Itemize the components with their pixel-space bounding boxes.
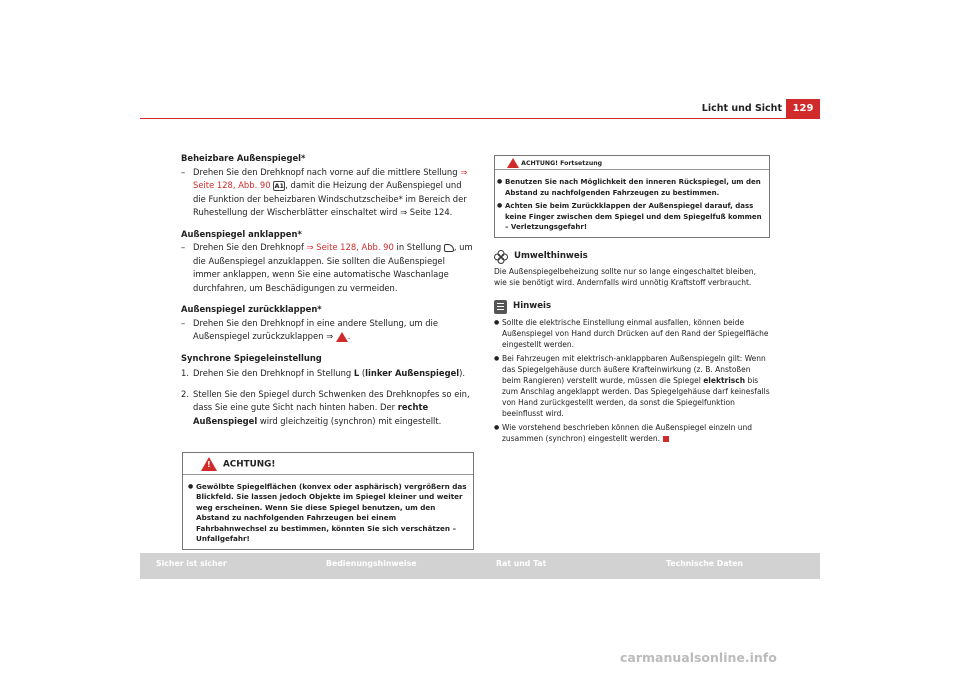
step-2: 2. Stellen Sie den Spiegel durch Schwenken des Drehknopfes so ein, dass Sie eine gute Sicht nach hinten haben. Der rechte Außenspiegel wird gleichzeitig (synchron) mit eingestellt. (181, 388, 470, 426)
heading-synchronous-adjustment: Synchrone Spiegeleinstellung (181, 352, 322, 363)
instruction-fold-mirrors: – Drehen Sie den Drehknopf ⇒ Seite 128, Abb. 90 in Stellung , um die Außenspiegel anzuklappen. Sie sollten die Außenspiegel immer anklappen, wenn Sie eine automatische Waschanlage durchfahren, um Beschädigungen zu vermeiden. (181, 242, 473, 293)
footer-nav (140, 553, 820, 579)
arrow-link[interactable]: ⇒ Seite 128, Abb. 90 (193, 166, 468, 190)
warning-icon (336, 332, 348, 342)
right-column (494, 155, 770, 444)
warning-box (182, 452, 474, 550)
footer-tab-technical-data[interactable]: Technische Daten (666, 559, 744, 568)
end-of-section-marker (663, 436, 669, 442)
heading-fold-mirrors: Außenspiegel anklappen* (181, 228, 302, 239)
callout-a1-icon: A1 (274, 181, 284, 190)
warning-triangle-icon (201, 457, 217, 471)
heading-unfold-mirrors: Außenspiegel zurückklappen* (181, 304, 322, 314)
heading-heated-mirrors: Beheizbare Außenspiegel* (181, 153, 306, 163)
arrow-link[interactable]: ⇒ Seite 128, Abb. 90 (306, 242, 394, 252)
warning-continued-box (494, 155, 770, 238)
page-header-title: Licht und Sicht (701, 103, 782, 114)
folded-mirror-icon (444, 244, 454, 252)
warning-continued-header: ACHTUNG! Fortsetzung (495, 156, 769, 170)
warning-continued-body: ● Benutzen Sie nach Möglichkeit den inneren Rückspiegel, um den Abstand zu nachfolgenden Fahrzeugen zu bestimmen. ● Achten Sie beim Zurückklappen der Außenspiegel darauf, dass keine Finger zwischen dem Spiegel und dem Spiegelfuß kommen – Verletzungsgefahr! (495, 170, 769, 237)
note-heading: Hinweis (494, 300, 770, 314)
left-column (181, 152, 473, 428)
instruction-unfold-mirrors: – Drehen Sie den Drehknopf in eine andere Stellung, um die Außenspiegel zurückzuklappen ⇒ . (181, 317, 439, 341)
footer-tab-safety[interactable]: Sicher ist sicher (156, 559, 227, 568)
environment-flower-icon (494, 250, 508, 264)
warning-icon (507, 158, 519, 168)
watermark: carmanualsonline.info (620, 650, 777, 665)
environment-note-body: Die Außenspiegelbeheizung sollte nur so lange eingeschaltet bleiben, wie sie benötigt wird. Andernfalls wird unnötig Kraftstoff verbraucht. (494, 266, 756, 287)
step-1: 1. Drehen Sie den Drehknopf in Stellung L (linker Außenspiegel). (181, 368, 466, 378)
note-body: ● Sollte die elektrische Einstellung einmal ausfallen, können beide Außenspiegel von Hand durch Drücken auf den Rand der Spiegelfläche eingestellt werden. ● Bei Fahrzeugen mit elektrisch-anklappbaren Außenspiegeln gilt: Wenn das Spiegelgehäuse durch äußere Krafteinwirkung (z. B. Anstoßen beim Rangieren) verstellt wurde, müssen die Spiegel elektrisch bis zum Anschlag angeklappt werden. Das Spiegelgehäuse darf keinesfalls von Hand zurückgestellt werden, da sonst die Spiegelfunktion beeinflusst wird. ● Wie vorstehend beschrieben können die Außenspiegel einzeln und zusammen (synchron) eingestellt werden. (494, 317, 770, 444)
warning-header: !ACHTUNG! (183, 453, 473, 475)
instruction-heated-mirrors: – Drehen Sie den Drehknopf nach vorne auf die mittlere Stellung ⇒ Seite 128, Abb. 90 A1, damit die Heizung der Außenspiegel und die Funktion der beheizbaren Windschutzscheibe* im Bereich der Ruhestellung der Wischerblätter einschaltet wird ⇒ Seite 124. (181, 166, 468, 217)
page-reference-link[interactable]: Seite 124. (409, 207, 453, 217)
footer-tab-tips[interactable]: Rat und Tat (496, 559, 547, 568)
footer-tab-operation[interactable]: Bedienungshinweise (326, 559, 417, 568)
environment-note-heading: Umwelthinweis (494, 250, 770, 264)
note-icon (494, 300, 507, 314)
header-divider (140, 118, 820, 119)
page-number: 129 (786, 99, 820, 118)
warning-body: ● Gewölbte Spiegelflächen (konvex oder asphärisch) vergrößern das Blickfeld. Sie lassen jedoch Objekte im Spiegel kleiner und weiter weg erscheinen. Wenn Sie diese Spiegel benutzen, um den Abstand zu nachfolgenden Fahrzeugen bei einem Fahrbahnwechsel zu bestimmen, könnten Sie sich verschätzen – Unfallgefahr! (183, 475, 473, 549)
